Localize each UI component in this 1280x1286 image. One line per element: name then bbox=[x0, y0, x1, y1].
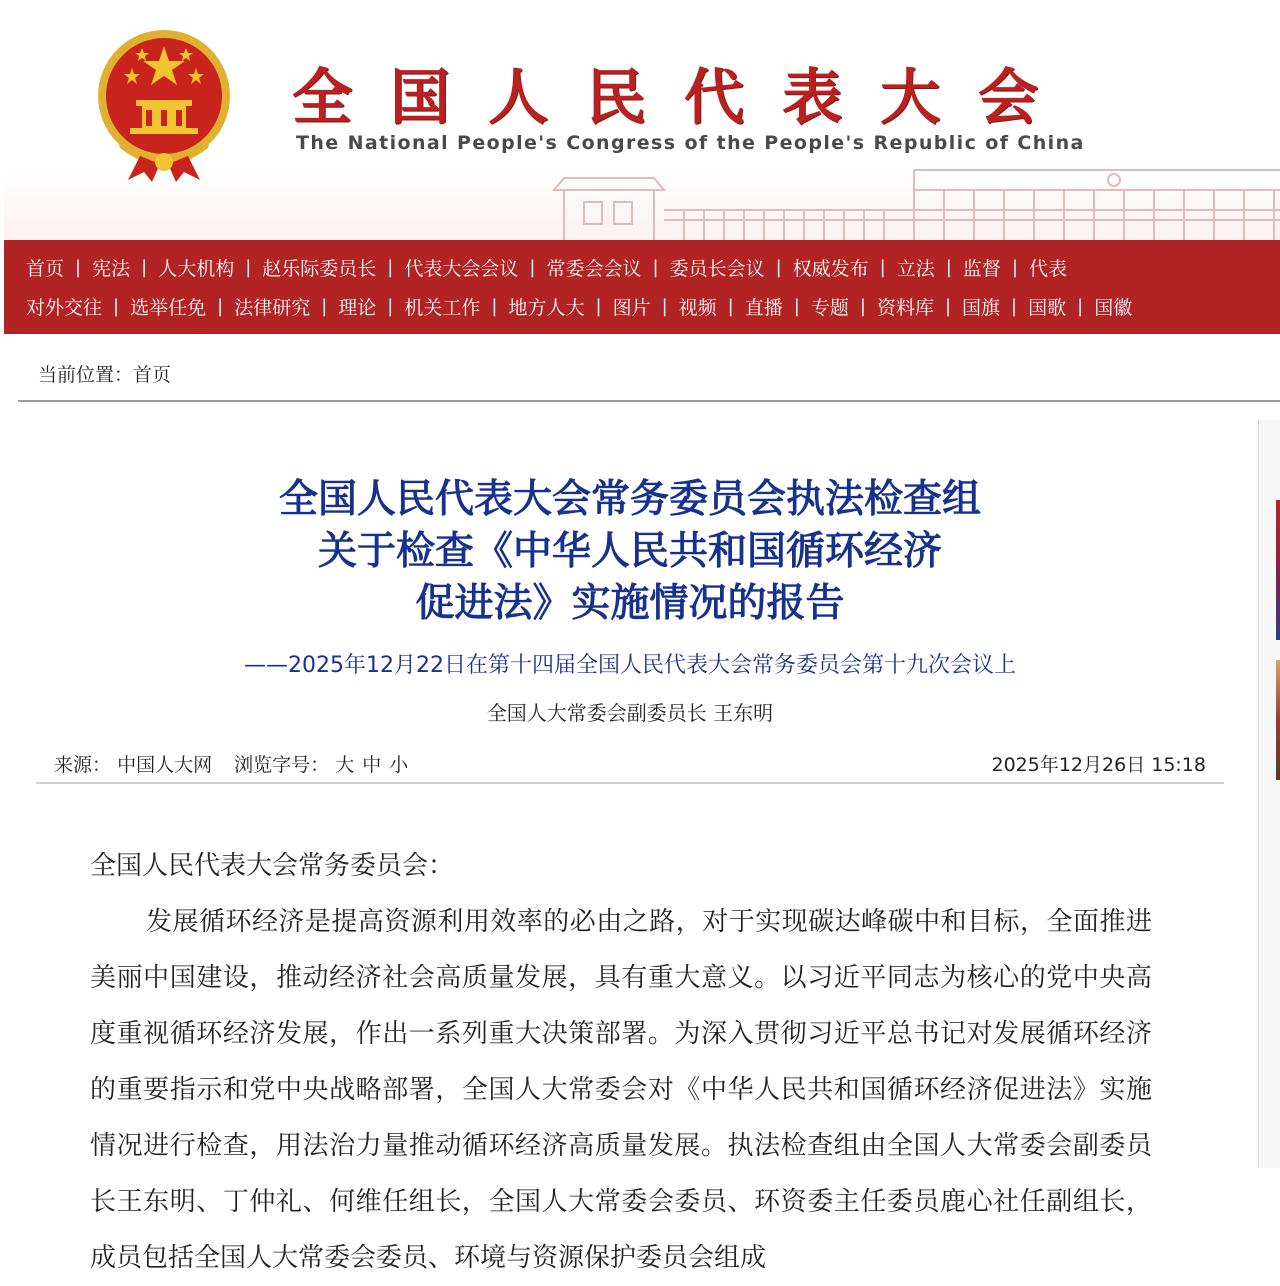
nav-separator: | bbox=[1077, 295, 1084, 317]
article-subtitle: ——2025年12月22日在第十四届全国人民代表大会常务委员会第十九次会议上 bbox=[244, 653, 1016, 678]
nav-separator: | bbox=[775, 256, 782, 278]
nav-item[interactable]: 国徽 bbox=[1094, 296, 1133, 319]
nav-separator: | bbox=[245, 256, 252, 278]
nav-row-primary bbox=[26, 252, 1067, 282]
nav-separator: | bbox=[727, 295, 734, 317]
meta-divider bbox=[36, 782, 1224, 784]
breadcrumb-divider bbox=[18, 400, 1280, 402]
nav-item[interactable]: 视频 bbox=[678, 296, 717, 319]
sidebar-photo-image[interactable] bbox=[1276, 660, 1280, 780]
nav-item[interactable]: 代表大会会议 bbox=[404, 257, 519, 280]
site-subtitle: The National People's Congress of the People's Republic of China bbox=[296, 132, 1085, 154]
nav-separator: | bbox=[321, 295, 328, 317]
nav-item[interactable]: 理论 bbox=[338, 296, 377, 319]
article-meta bbox=[54, 750, 416, 777]
nav-item[interactable]: 选举任免 bbox=[130, 296, 207, 319]
nav-separator: | bbox=[652, 256, 659, 278]
article-title-line-2: 关于检查《中华人民共和国循环经济 bbox=[317, 529, 942, 574]
breadcrumb-home-link[interactable]: 首页 bbox=[133, 364, 172, 386]
nav-item[interactable]: 法律研究 bbox=[234, 296, 311, 319]
sidebar-banner-image[interactable] bbox=[1276, 500, 1280, 640]
article-title-line-1: 全国人民代表大会常务委员会执法检查组 bbox=[278, 477, 981, 522]
nav-separator: | bbox=[387, 295, 394, 317]
nav-item[interactable]: 专题 bbox=[810, 296, 849, 319]
nav-separator: | bbox=[595, 295, 602, 317]
article-salutation: 全国人民代表大会常务委员会： bbox=[90, 851, 455, 881]
font-size-label: 浏览字号： bbox=[234, 754, 330, 776]
article-author: 全国人大常委会副委员长 王东明 bbox=[486, 701, 774, 725]
nav-row-secondary bbox=[26, 291, 1132, 321]
font-size-small-button[interactable]: 小 bbox=[389, 754, 409, 776]
article-paragraph: 发展循环经济是提高资源利用效率的必由之路，对于实现碳达峰碳中和目标，全面推进美丽中国建设，推动经济社会高质量发展，具有重大意义。以习近平同志为核心的党中央高度重视循环经济发展，作出一系列重大决策部署。为深入贯彻习近平总书记对发展循环经济的重要指示和党中央战略部署，全国人大常委会对《中华人民共和国循环经济促进法》实施情况进行检查，用法治力量推动循环经济高质量发展。执法检查组由全国人大常委会副委员长王东明、丁仲礼、何维任组长，全国人大常委会委员、环资委主任委员鹿心社任副组长，成员包括全国人大常委会委员、环境与资源保护委员会组成 bbox=[90, 907, 1152, 1273]
nav-item[interactable]: 宪法 bbox=[92, 257, 131, 280]
nav-item[interactable]: 委员长会议 bbox=[669, 257, 765, 280]
nav-item[interactable]: 权威发布 bbox=[792, 257, 869, 280]
nav-item[interactable]: 机关工作 bbox=[404, 296, 481, 319]
nav-item[interactable]: 赵乐际委员长 bbox=[262, 257, 377, 280]
breadcrumb bbox=[38, 360, 171, 387]
article-title-line-3: 促进法》实施情况的报告 bbox=[415, 581, 845, 626]
nav-item[interactable]: 代表 bbox=[1028, 257, 1067, 280]
nav-separator: | bbox=[217, 295, 224, 317]
nav-item[interactable]: 监督 bbox=[962, 257, 1001, 280]
nav-separator: | bbox=[944, 295, 952, 317]
nav-item[interactable]: 地方人大 bbox=[508, 296, 585, 319]
nav-separator: | bbox=[1011, 295, 1018, 317]
nav-separator: | bbox=[75, 256, 82, 278]
nav-item[interactable]: 立法 bbox=[896, 257, 935, 280]
nav-separator: | bbox=[945, 256, 952, 278]
source-value: 中国人大网 bbox=[117, 754, 213, 776]
nav-separator: | bbox=[491, 295, 498, 317]
nav-separator: | bbox=[113, 295, 120, 317]
site-title: 全国人民代表大会 bbox=[292, 63, 1076, 133]
nav-separator: | bbox=[141, 256, 148, 278]
nav-item[interactable]: 国旗 bbox=[962, 296, 1001, 319]
site-header bbox=[4, 0, 1280, 240]
nav-separator: | bbox=[1011, 256, 1018, 278]
source-label: 来源： bbox=[54, 754, 112, 776]
nav-item[interactable]: 直播 bbox=[744, 296, 783, 319]
great-hall-illustration-icon bbox=[544, 150, 1280, 240]
font-size-medium-button[interactable]: 中 bbox=[362, 754, 382, 776]
breadcrumb-label: 当前位置： bbox=[38, 364, 134, 386]
nav-item[interactable]: 图片 bbox=[612, 296, 651, 319]
nav-separator: | bbox=[529, 256, 536, 278]
nav-separator: | bbox=[859, 295, 866, 317]
nav-separator: | bbox=[879, 256, 886, 278]
font-size-large-button[interactable]: 大 bbox=[335, 754, 355, 776]
nav-item[interactable]: 首页 bbox=[26, 257, 65, 280]
publish-datetime: 2025年12月26日 15:18 bbox=[991, 754, 1206, 776]
nav-separator: | bbox=[387, 256, 394, 278]
nav-item[interactable]: 资料库 bbox=[876, 296, 934, 319]
nav-item[interactable]: 对外交往 bbox=[26, 296, 103, 319]
nav-separator: | bbox=[793, 295, 800, 317]
nav-item[interactable]: 常委会会议 bbox=[546, 257, 642, 280]
nav-item[interactable]: 国歌 bbox=[1028, 296, 1067, 319]
nav-item[interactable]: 人大机构 bbox=[158, 257, 235, 280]
nav-separator: | bbox=[661, 295, 668, 317]
national-emblem-icon[interactable] bbox=[96, 24, 232, 184]
